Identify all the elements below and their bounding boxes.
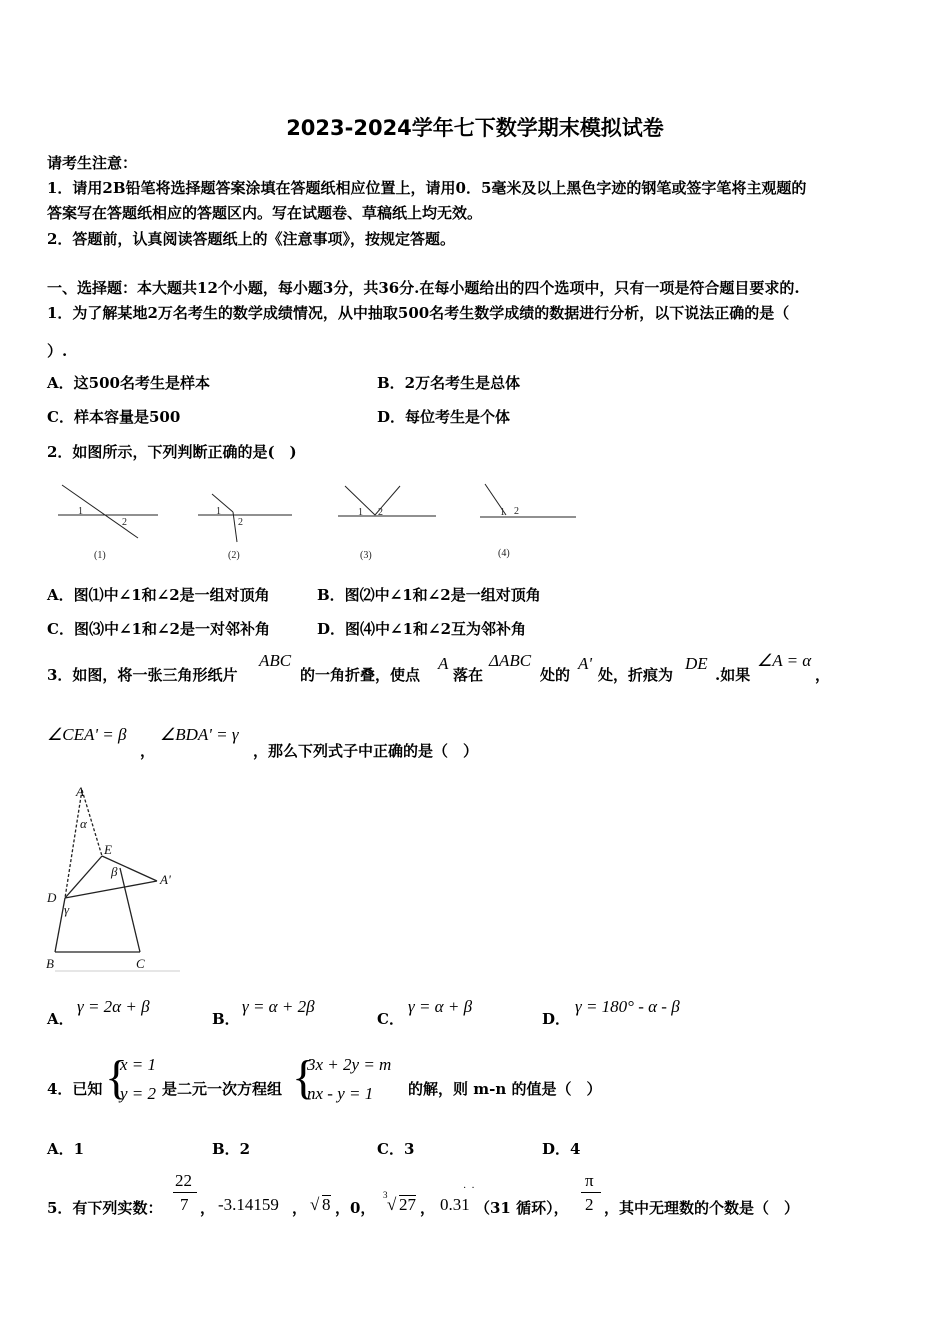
fig2-angle-2: 2 bbox=[238, 517, 243, 528]
point-a: A bbox=[76, 784, 84, 799]
point-d: D bbox=[47, 890, 57, 905]
q3-figure bbox=[40, 780, 190, 975]
side-ce bbox=[120, 868, 140, 952]
q5-stem-end: ，其中无理数的个数是（ ） bbox=[604, 1199, 800, 1217]
fig1-label: (1) bbox=[94, 550, 106, 561]
section-heading: 一、选择题：本大题共12个小题，每小题3分，共36分.在每小题给出的四个选项中，只有一项是符合题目要求的. bbox=[47, 279, 800, 297]
sqrt-symbol: √ bbox=[310, 1195, 320, 1214]
q3-option-d-label: D． bbox=[542, 1010, 571, 1028]
notice-heading: 请考生注意： bbox=[47, 154, 138, 172]
figure-1 bbox=[58, 485, 158, 538]
q5-number-4: 27 bbox=[399, 1195, 416, 1214]
q5-number-5: 0.31 bbox=[440, 1195, 470, 1214]
q4-option-c: C．3 bbox=[377, 1140, 415, 1158]
q5-sep-1: ， bbox=[200, 1199, 216, 1217]
q4-solution-y: y = 2 bbox=[120, 1084, 157, 1103]
system-brace-1: { bbox=[105, 1051, 129, 1104]
q5-stem: 5．有下列实数： bbox=[47, 1199, 163, 1217]
q3-stem-6: .如果 bbox=[715, 666, 751, 684]
system-brace-2: { bbox=[292, 1051, 316, 1104]
side-da-prime bbox=[65, 881, 157, 898]
fig1-angle-2: 2 bbox=[122, 517, 127, 528]
q3-option-c-label: C． bbox=[377, 1010, 404, 1028]
notice-line-2: 答案写在答题纸相应的答题区内。写在试题卷、草稿纸上均无效。 bbox=[47, 204, 483, 222]
q5-frac1-num: 22 bbox=[175, 1171, 192, 1190]
figure-2 bbox=[198, 494, 292, 542]
q3-option-b-label: B． bbox=[212, 1010, 240, 1028]
q3-option-c: γ = α + β bbox=[408, 997, 473, 1016]
q5-root-index: 3 bbox=[383, 1190, 388, 1200]
q3-option-b: γ = α + 2β bbox=[242, 997, 315, 1016]
q3-math-de: DE bbox=[685, 654, 708, 673]
q4-solution-x: x = 1 bbox=[120, 1055, 157, 1074]
q3-math-triangle: ΔABC bbox=[489, 651, 532, 670]
fig3-angle-1: 1 bbox=[358, 507, 363, 518]
q5-frac2-num: π bbox=[585, 1171, 594, 1190]
q3-stem-8: ， bbox=[140, 742, 156, 760]
q1-option-d: D．每位考生是个体 bbox=[377, 408, 511, 426]
q4-stem-2: 是二元一次方程组 bbox=[162, 1080, 283, 1098]
q5-frac1-den: 7 bbox=[180, 1195, 189, 1214]
q3-math-aprime: A' bbox=[578, 654, 593, 673]
q5-sep-4: ， bbox=[420, 1199, 436, 1217]
q3-stem-2: 的一角折叠，使点 bbox=[300, 666, 421, 684]
q5-sep-2: ， bbox=[292, 1199, 308, 1217]
angle-alpha: α bbox=[80, 816, 87, 831]
fig2-label: (2) bbox=[228, 550, 240, 561]
q4-option-d: D．4 bbox=[542, 1140, 581, 1158]
q4-equation-1: 3x + 2y = m bbox=[307, 1055, 392, 1074]
q1-stem: 1．为了解某地2万名考生的数学成绩情况，从中抽取500名考生数学成绩的数据进行分析，以下说法正确的是（ bbox=[47, 304, 790, 322]
q3-math-angle-a: ∠A = α bbox=[757, 651, 812, 670]
q5-number-3: 8 bbox=[322, 1195, 331, 1214]
q4-stem-3: 的解，则 m-n 的值是（ ） bbox=[408, 1080, 602, 1098]
q5-frac1-bar bbox=[173, 1192, 197, 1193]
q3-math-cea: ∠CEA' = β bbox=[47, 725, 127, 744]
q2-figures bbox=[40, 472, 600, 572]
figure-4 bbox=[480, 484, 576, 517]
fig4-label: (4) bbox=[498, 548, 510, 559]
q3-option-d: γ = 180° - α - β bbox=[575, 997, 680, 1016]
q3-stem-7: ， bbox=[815, 666, 831, 684]
q5-number-2: -3.14159 bbox=[218, 1195, 279, 1214]
q3-option-a-label: A． bbox=[47, 1010, 74, 1028]
q5-repeat-note: （31 循环）， bbox=[475, 1199, 569, 1217]
q2-stem: 2．如图所示，下列判断正确的是( ) bbox=[47, 443, 297, 461]
q1-option-b: B．2万名考生是总体 bbox=[377, 374, 521, 392]
fig3-label: (3) bbox=[360, 550, 372, 561]
q4-equation-2: nx - y = 1 bbox=[307, 1084, 374, 1103]
figure-3 bbox=[338, 486, 436, 516]
notice-line-3: 2．答题前，认真阅读答题纸上的《注意事项》，按规定答题。 bbox=[47, 230, 455, 248]
angle-beta: β bbox=[111, 864, 118, 879]
angle-gamma: γ bbox=[64, 902, 70, 917]
fig3-angle-2: 2 bbox=[378, 507, 383, 518]
q3-stem-4: 处的 bbox=[540, 666, 571, 684]
q5-frac2-den: 2 bbox=[585, 1195, 594, 1214]
point-e: E bbox=[104, 842, 112, 857]
q2-option-a: A．图⑴中∠1和∠2是一组对顶角 bbox=[47, 586, 270, 604]
q2-option-c: C．图⑶中∠1和∠2是一对邻补角 bbox=[47, 620, 270, 638]
q3-stem-3: 落在 bbox=[453, 666, 484, 684]
page-title: 2023-2024学年七下数学期末模拟试卷 bbox=[286, 116, 664, 140]
cbrt-symbol: √ bbox=[387, 1195, 397, 1214]
q3-math-a: A bbox=[438, 654, 449, 673]
q1-option-c: C．样本容量是500 bbox=[47, 408, 181, 426]
q3-stem-5: 处，折痕为 bbox=[598, 666, 674, 684]
q5-sep-3: ，0， bbox=[335, 1199, 376, 1217]
q3-math-abc: ABC bbox=[259, 651, 292, 670]
q1-stem-end: ）. bbox=[47, 342, 68, 360]
q2-option-b: B．图⑵中∠1和∠2是一组对顶角 bbox=[317, 586, 541, 604]
repeat-dots: · · bbox=[463, 1183, 475, 1194]
point-c: C bbox=[136, 956, 145, 971]
notice-line-1: 1．请用2B铅笔将选择题答案涂填在答题纸相应位置上，请用0．5毫米及以上黑色字迹的钢笔或签字笔将主观题的 bbox=[47, 179, 807, 197]
fig4-angle-1: 1 bbox=[500, 507, 505, 518]
q2-option-d: D．图⑷中∠1和∠2互为邻补角 bbox=[317, 620, 527, 638]
q3-option-a: γ = 2α + β bbox=[77, 997, 150, 1016]
q3-stem-1: 3．如图，将一张三角形纸片 bbox=[47, 666, 238, 684]
q3-math-bda: ∠BDA' = γ bbox=[160, 725, 239, 744]
fig2-angle-1: 1 bbox=[216, 506, 221, 517]
q5-frac2-bar bbox=[581, 1192, 601, 1193]
point-b: B bbox=[46, 956, 54, 971]
q1-option-a: A．这500名考生是样本 bbox=[47, 374, 210, 392]
q4-option-b: B．2 bbox=[212, 1140, 251, 1158]
point-a-prime: A' bbox=[160, 872, 171, 887]
fig4-angle-2: 2 bbox=[514, 506, 519, 517]
q4-option-a: A．1 bbox=[47, 1140, 85, 1158]
q3-stem-9: ，那么下列式子中正确的是（ ） bbox=[253, 742, 479, 760]
q4-stem-1: 4．已知 bbox=[47, 1080, 103, 1098]
fig1-angle-1: 1 bbox=[78, 506, 83, 517]
